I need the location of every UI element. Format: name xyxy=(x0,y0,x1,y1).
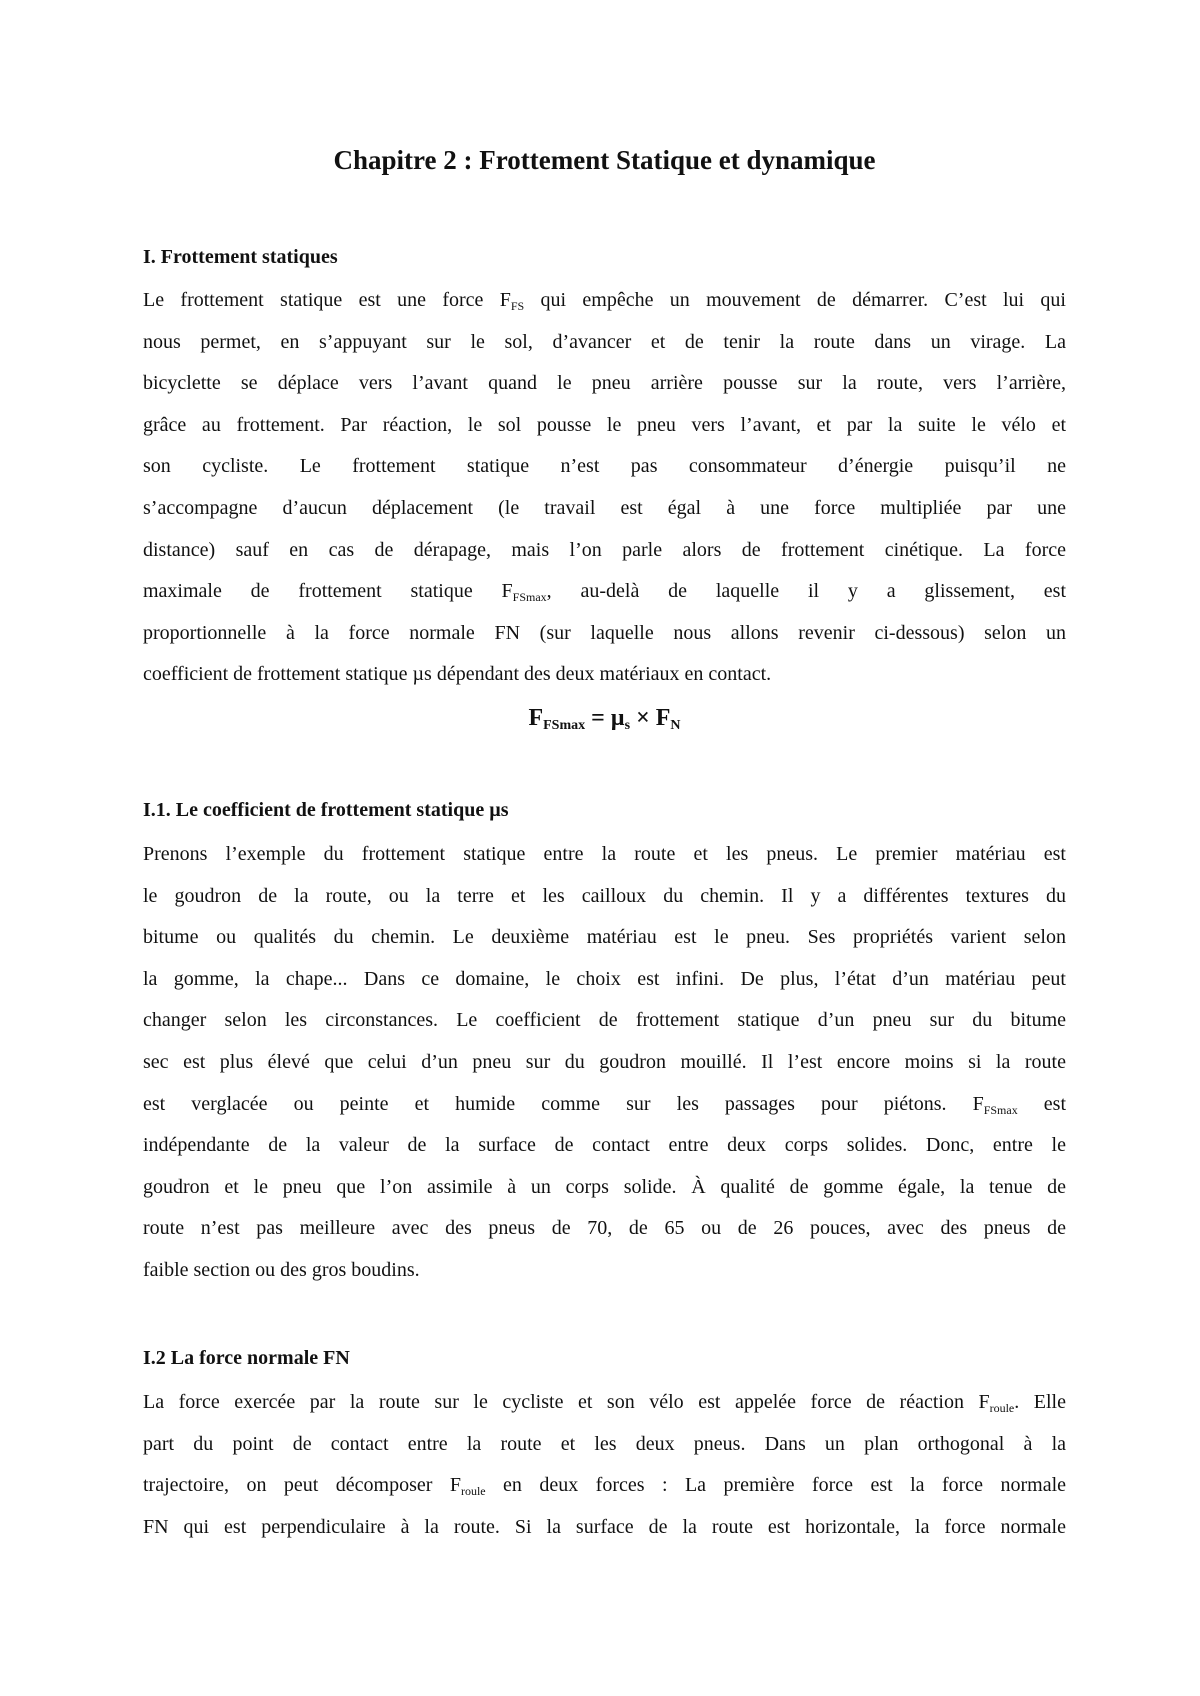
text-run: indépendante de la valeur de la surface de contact entre deux corps solides. Donc, entre le xyxy=(143,1134,1066,1157)
section-heading-force-normale: I.2 La force normale FN xyxy=(143,1347,350,1369)
formula-part: F xyxy=(528,705,544,731)
formula-ffsmax xyxy=(143,700,1066,744)
text-line xyxy=(143,1208,1066,1250)
text-run: s’accompagne d’aucun déplacement (le travail est égal à une force multipliée par une xyxy=(143,496,1066,519)
text-line xyxy=(143,446,1066,488)
text-run: FN qui est perpendiculaire à la route. Si la surface de la route est horizontale, la force normale xyxy=(143,1515,1066,1538)
subscript: roule xyxy=(989,1401,1015,1415)
text-line xyxy=(143,1507,1066,1549)
formula-subscript: FSmax xyxy=(543,718,586,733)
text-run: . Elle xyxy=(1014,1391,1066,1413)
text-run: le goudron de la route, ou la terre et les cailloux du chemin. Il y a différentes textures du xyxy=(143,884,1066,907)
text-line xyxy=(143,1042,1066,1084)
text-line xyxy=(143,1465,1066,1507)
text-run: , au-delà de laquelle il y a glissement, est xyxy=(546,580,1067,603)
text-line xyxy=(143,917,1066,959)
text-line xyxy=(143,363,1066,405)
text-run: route n’est pas meilleure avec des pneus de 70, de 65 ou de 26 pouces, avec des pneus de xyxy=(143,1217,1066,1240)
text-run: bitume ou qualités du chemin. Le deuxième matériau est le pneu. Ses propriétés varient selon xyxy=(143,926,1066,949)
text-run: en deux forces : La première force est la force normale xyxy=(485,1474,1066,1497)
text-run: faible section ou des gros boudins. xyxy=(143,1258,420,1281)
text-run: grâce au frottement. Par réaction, le sol pousse le pneu vers l’avant, et par la suite le vélo et xyxy=(143,413,1066,436)
text-line xyxy=(143,1424,1066,1466)
text-run: est xyxy=(1017,1092,1067,1115)
text-line xyxy=(143,834,1066,876)
text-line xyxy=(143,1250,1066,1292)
paragraph-coefficient xyxy=(143,834,1066,1292)
text-run: bicyclette se déplace vers l’avant quand le pneu arrière pousse sur la route, vers l’arrière, xyxy=(143,372,1066,395)
subscript: FSmax xyxy=(512,590,547,605)
formula-subscript: s xyxy=(624,718,631,733)
chapter-title: Chapitre 2 : Frottement Statique et dynamique xyxy=(333,145,876,175)
text-run: nous permet, en s’appuyant sur le sol, d’avancer et de tenir la route dans un virage. La xyxy=(143,330,1066,353)
text-run: Le frottement statique est une force F xyxy=(143,289,511,311)
text-line xyxy=(143,1084,1066,1126)
text-line xyxy=(143,280,1066,322)
text-run: coefficient de frottement statique µs dépendant des deux matériaux en contact. xyxy=(143,663,772,686)
text-line xyxy=(143,488,1066,530)
text-line xyxy=(143,322,1066,364)
text-run: son cycliste. Le frottement statique n’est pas consommateur d’énergie puisqu’il ne xyxy=(143,455,1066,478)
section-heading-frottement-statiques: I. Frottement statiques xyxy=(143,246,338,268)
text-line xyxy=(143,405,1066,447)
formula-subscript: N xyxy=(670,718,681,733)
text-line xyxy=(143,1000,1066,1042)
text-run: Prenons l’exemple du frottement statique entre la route et les pneus. Le premier matériau est xyxy=(143,843,1066,865)
text-run: changer selon les circonstances. Le coefficient de frottement statique d’un pneu sur du bitume xyxy=(143,1009,1066,1032)
formula-part: × F xyxy=(630,705,671,731)
subscript: FSmax xyxy=(983,1102,1018,1117)
text-run: qui empêche un mouvement de démarrer. C’est lui qui xyxy=(524,289,1066,311)
text-line xyxy=(143,1167,1066,1209)
text-line xyxy=(143,959,1066,1001)
text-run: La force exercée par la route sur le cycliste et son vélo est appelée force de réaction F xyxy=(143,1391,990,1413)
text-run: la gomme, la chape... Dans ce domaine, le choix est infini. De plus, l’état d’un matériau peut xyxy=(143,967,1066,990)
text-line xyxy=(143,571,1066,613)
paragraph-force-normale xyxy=(143,1382,1066,1548)
subscript: roule xyxy=(460,1484,486,1499)
text-line xyxy=(143,876,1066,918)
text-run: sec est plus élevé que celui d’un pneu sur du goudron mouillé. Il l’est encore moins si la route xyxy=(143,1050,1066,1073)
text-run: distance) sauf en cas de dérapage, mais l’on parle alors de frottement cinétique. La force xyxy=(143,538,1066,561)
section-heading-coefficient: I.1. Le coefficient de frottement statique µs xyxy=(143,799,509,821)
text-run: proportionnelle à la force normale FN (sur laquelle nous allons revenir ci-dessous) selon un xyxy=(143,621,1066,644)
text-run: part du point de contact entre la route et les deux pneus. Dans un plan orthogonal à la xyxy=(143,1432,1066,1455)
text-run: goudron et le pneu que l’on assimile à un corps solide. À qualité de gomme égale, la tenue de xyxy=(143,1175,1066,1198)
text-line xyxy=(143,654,1066,696)
text-line xyxy=(143,1125,1066,1167)
text-run: trajectoire, on peut décomposer F xyxy=(143,1474,461,1497)
formula-part: = µ xyxy=(585,705,625,731)
text-run: maximale de frottement statique F xyxy=(143,580,513,603)
subscript: FS xyxy=(510,299,525,313)
text-run: est verglacée ou peinte et humide comme sur les passages pour piétons. F xyxy=(143,1092,984,1115)
text-line xyxy=(143,530,1066,572)
text-line xyxy=(143,1382,1066,1424)
text-line xyxy=(143,613,1066,655)
paragraph-frottement-statiques xyxy=(143,280,1066,696)
